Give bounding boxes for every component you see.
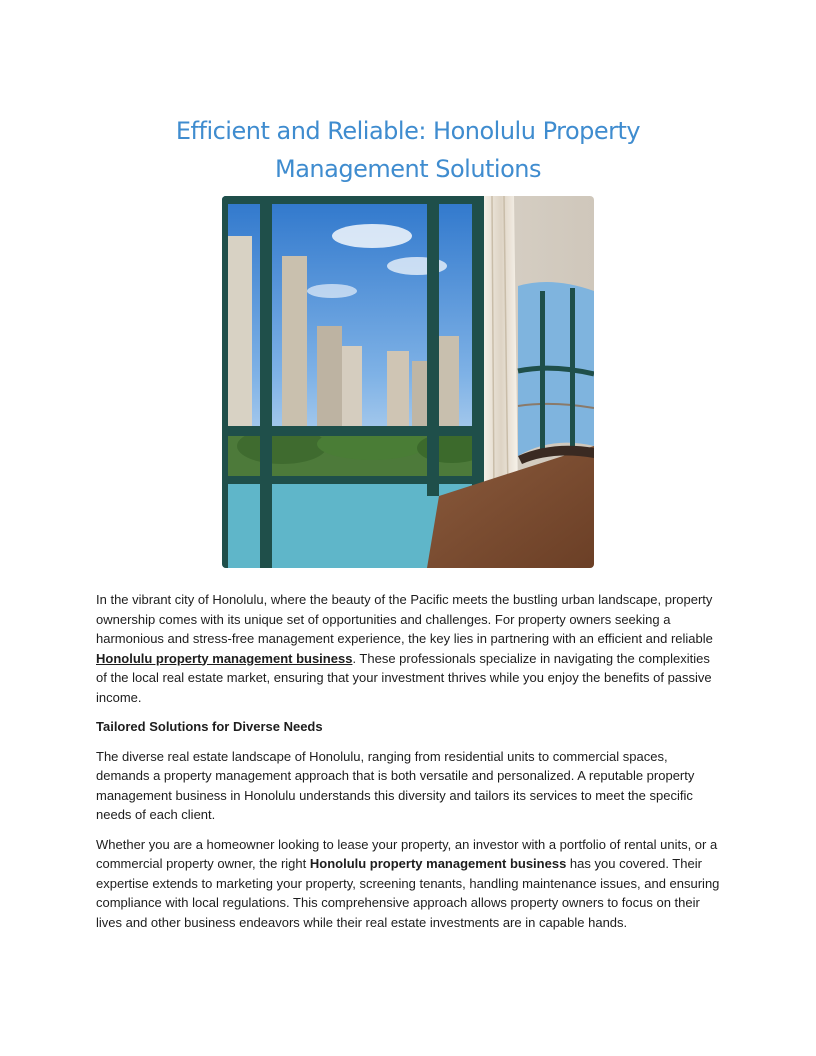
intro-paragraph xyxy=(96,590,720,707)
section-heading-tailored-solutions: Tailored Solutions for Diverse Needs xyxy=(96,719,323,734)
title-line-1: Efficient and Reliable: Honolulu Property xyxy=(175,117,641,145)
honolulu-property-management-link[interactable]: Honolulu property management business xyxy=(96,650,353,666)
services-text-before-bold: Whether you are a homeowner looking to lease your property, an investor with a portfolio of rental units, or a commercial property owner, the right xyxy=(96,836,718,871)
article-body xyxy=(96,590,720,942)
diversity-paragraph: The diverse real estate landscape of Honolulu, ranging from residential units to commercial spaces, demands a property management approach that is both versatile and personalized. A reputable property management business in Honolulu understands this diversity and tailors its services to meet the specific needs of each client. xyxy=(96,748,695,822)
title-line-2: Management Solutions xyxy=(275,155,541,183)
intro-text-after-link: . These professionals specialize in navigating the complexities of the local real estate market, ensuring that your investment thrives while you enjoy the benefits of passive income. xyxy=(96,650,712,705)
services-text-after-bold: has you covered. Their expertise extends to marketing your property, screening tenants, handling maintenance issues, and ensuring compliance with local regulations. This comprehensive approach allows property owners to focus on their lives and other business endeavors while their real estate investments are in capable hands. xyxy=(96,856,720,930)
services-paragraph xyxy=(96,835,720,933)
services-bold-phrase: Honolulu property management business xyxy=(309,856,567,871)
property-photo xyxy=(222,196,594,568)
document-title xyxy=(96,112,720,188)
intro-text-before-link: In the vibrant city of Honolulu, where the beauty of the Pacific meets the bustling urban landscape, property ownership comes with its unique set of opportunities and challenges. For property owners seeking a harmonious and stress-free management experience, the key lies in partnering with an efficient and reliable xyxy=(96,592,713,646)
